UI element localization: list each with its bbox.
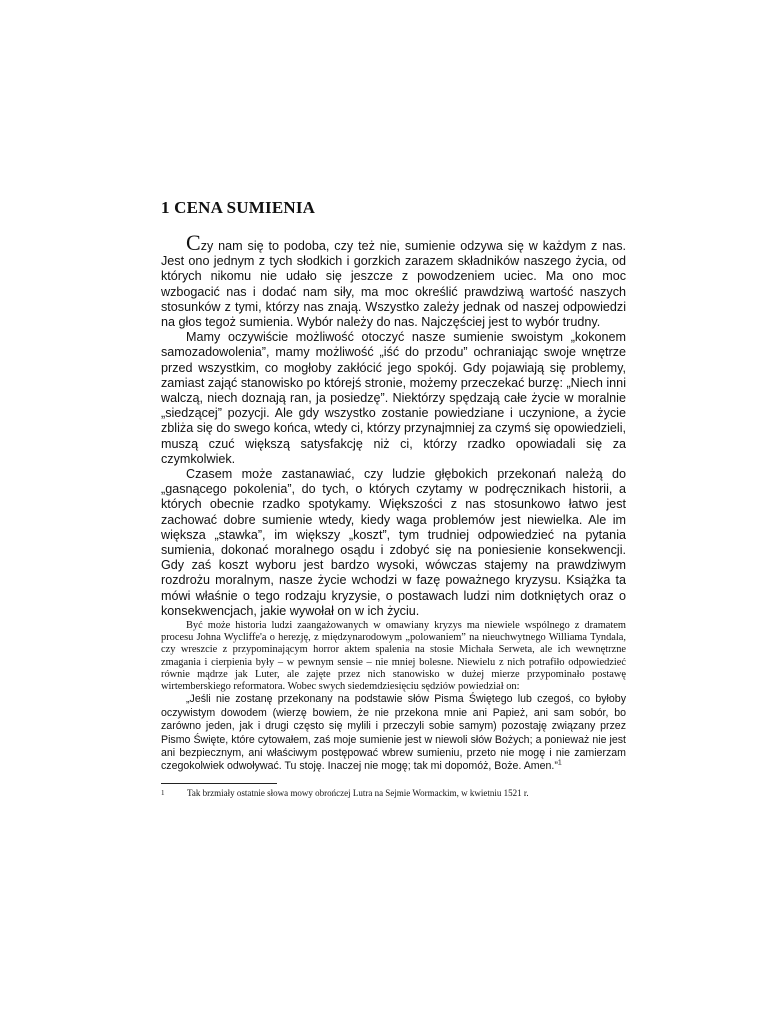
paragraph-4: Być może historia ludzi zaangażowanych w omawiany kryzys ma niewiele wspólnego z dramatem procesu Johna Wycliffe'a o herezję, z międzynarodowym „polowaniem” na nieuchwytnego Williama Tyndala, czy wreszcie z przypominającym horror aktem spalenia na stosie Michała Serweta, ale ich wewnętrzne zmagania i cierpienia były – w pewnym sensie – nie mniej bolesne. Niewielu z nich potrafiło odpowiedzieć równie mądrze jak Luter, ale zajęte przez nich stanowisko w dużej mierze przypominało postawę wirtemberskiego reformatora. Wobec swych siedemdziesięciu sędziów powiedział on:: [161, 620, 626, 693]
footnote-ref[interactable]: 1: [557, 759, 562, 767]
paragraph-1-text: zy nam się to podoba, czy też nie, sumienie odzywa się w każdym z nas. Jest ono jednym z tych słodkich i gorzkich zarazem składników naszego życia, od których nikomu nie udało się jeszcze z powodzeniem uciec. Ma ono moc wzbogacić nas i dodać nam siły, ma moc określić prawdziwą wartość naszych stosunków z tymi, którzy nas znają. Wszystko zależy jednak od naszej odpowiedzi na głos tegoż sumienia. Wybór należy do nas. Najczęściej jest to wybór trudny.: [161, 239, 626, 330]
chapter-heading: 1 CENA SUMIENIA: [161, 198, 316, 217]
footnote-divider: [161, 783, 277, 784]
paragraph-3: Czasem może zastanawiać, czy ludzie głębokich przekonań należą do „gasnącego pokolenia”, do tych, o których czytamy w podręcznikach historii, a których obecnie rzadko spotykamy. Większości z nas stosunkowo łatwo jest zachować dobre sumienie wtedy, kiedy waga problemów jest niewielka. Ale im większa „stawka”, im większy „koszt”, tym trudniej odpowiedzieć na pytania sumienia, dokonać moralnego osądu i zdobyć się na poniesienie konsekwencji. Gdy zaś koszt wyboru jest bardzo wysoki, wówczas stajemy na prawdziwym rozdrożu moralnym, nasze życie wchodzi w fazę poważnego kryzysu. Książka ta mówi właśnie o tego rodzaju kryzysie, o postawach ludzi nim dotkniętych oraz o konsekwencjach, jakie wywołał on w ich życiu.: [161, 467, 626, 618]
paragraph-2: Mamy oczywiście możliwość otoczyć nasze sumienie swoistym „kokonem samozadowolenia”, mamy możliwość „iść do przodu” ochraniając swoje wnętrze przed wszystkim, co mogłoby zakłócić jego spokój. Gdy pojawiają się problemy, zamiast zająć stanowisko po którejś stronie, możemy przeczekać burzę: „Niech inni walczą, niech doznają ran, ja posiedzę”. Niektórzy spędzają całe życie w moralnie „siedzącej” pozycji. Ale gdy wszystko zostanie powiedziane i uczynione, a życie zbliża się do swego końca, wtedy ci, którzy przynajmniej za czymś się opowiedzieli, muszą czuć większą satysfakcję niż ci, którzy rzadko opowiadali się za czymkolwiek.: [161, 330, 626, 466]
footnote-number: 1: [161, 788, 165, 797]
quote-text: „Jeśli nie zostanę przekonany na podstawie słów Pisma Świętego lub czegoś, co byłoby oczywistym dowodem (wierzę bowiem, że nie przekona mnie ani Papież, ani sam sobór, bo zarówno jeden, jak i drugi często się mylili i przeczyli sobie samym) pozostaję związany przez Pismo Święte, które cytowałem, zaś moje sumienie jest w niewoli słów Bożych; a ponieważ nie jest ani bezpiecznym, ani właściwym postępować wbrew sumieniu, przeto nie mogę i nie zamierzam czegokolwiek odwoływać. Tu stoję. Inaczej nie mogę; tak mi dopomóż, Boże. Amen.”: [161, 693, 626, 773]
paragraph-1: [161, 230, 626, 330]
page-body: [161, 198, 626, 799]
luther-quote: [161, 693, 626, 773]
drop-cap: C: [186, 230, 201, 255]
footnote-text: Tak brzmiały ostatnie słowa mowy obrończej Lutra na Sejmie Wormackim, w kwietniu 1521 r.: [187, 787, 529, 798]
footnote: [161, 788, 626, 799]
